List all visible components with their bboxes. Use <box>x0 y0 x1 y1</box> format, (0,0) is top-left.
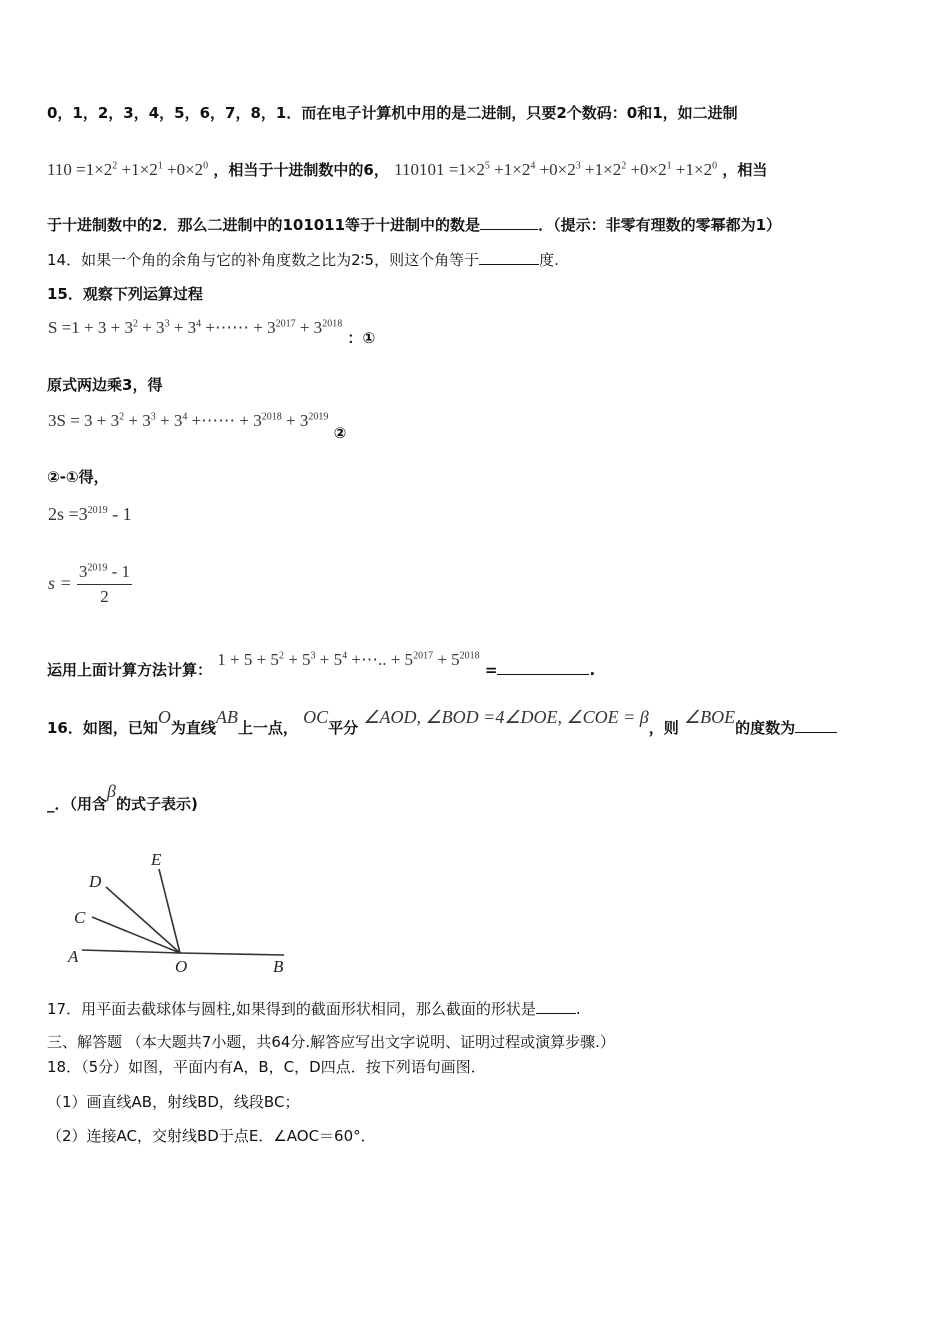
answer-blank <box>480 215 538 230</box>
label-c: C <box>74 908 86 927</box>
mark-1: ① <box>362 329 376 347</box>
ray-oc <box>92 917 180 953</box>
question13-ask: 于十进制数中的2．那么二进制中的101011等于十进制中的数是 ．（提示：非零有理数的零幂都为1） <box>47 216 782 234</box>
label-d: D <box>89 872 102 891</box>
multiply-line: 原式两边乘3，得 <box>47 376 163 394</box>
ray-oe <box>159 869 180 953</box>
label-e: E <box>151 850 162 869</box>
s-fraction-equation: s = $\frac{3^{2019} - 1}{2}$ <box>48 562 131 606</box>
question-16-cont: _．（用含β的式子表示) <box>47 781 198 813</box>
binary-example-line <box>47 160 767 180</box>
question-18-title: 18．（5分）如图，平面内有A，B，C，D四点．按下列语句画图． <box>47 1058 486 1076</box>
label-o: O <box>175 957 188 976</box>
apply-line: 运用上面计算方法计算： $1 + 5 + 5^2 + 5^3 + 5^4$ +⋯.. + $5^{2017} + 5^{2018}$ = . <box>47 650 596 679</box>
ray-oa <box>82 950 180 953</box>
answer-blank <box>497 660 589 675</box>
eq1-math: $110 =1\times 2^2 +1\times 2^1 +0\times 2^0$ <box>47 160 209 179</box>
fraction: $\frac{3^{2019} - 1}{2}$ <box>78 562 131 606</box>
question-17: 17．用平面去截球体与圆柱,如果得到的截面形状相同，那么截面的形状是 . <box>47 1000 581 1018</box>
question-18-step1: （1）画直线AB，射线BD，线段BC； <box>47 1093 300 1111</box>
intro-line: 0，1，2，3，4，5，6，7，8，1．而在电子计算机中用的是二进制，只要2个数码：0和1，如二进制 <box>47 104 738 122</box>
two-s-equation: $2s =3^{2019} - 1$ <box>48 504 132 524</box>
answer-blank <box>795 718 837 733</box>
ray-ob <box>180 953 284 955</box>
question-16: 16．如图，已知O为直线AB上一点， OC平分 ∠AOD, ∠BOD =4∠DOE, ∠COE = β，则 ∠BOE的度数为 <box>47 707 837 741</box>
ray-od <box>106 887 180 953</box>
answer-blank <box>479 250 539 265</box>
eq2-math: $110101 =1\times 2^5 +1\times 2^4 +0\times 2^3 +1\times 2^2 +0\times 2^1 +1\times 2^0$ <box>394 160 718 179</box>
eq1-explain: ，相当于十进制数中的6， <box>213 161 389 179</box>
question-18-step2: （2）连接AC，交射线BD于点E．∠AOC＝60°． <box>47 1127 376 1145</box>
question-15-title: 15．观察下列运算过程 <box>47 285 203 303</box>
question-14: 14．如果一个角的余角与它的补角度数之比为2∶5，则这个角等于 度. <box>47 251 559 269</box>
mark-2: ② <box>333 424 347 442</box>
difference-label: ②-①得， <box>47 468 109 486</box>
label-b: B <box>273 957 284 976</box>
sum-s-equation: $S =1 + 3 + 3^2 + 3^3 + 3^4$ +⋯⋯ + $3^{2017} + 3^{2018}$ ：① <box>48 318 376 347</box>
label-a: A <box>68 947 79 966</box>
sum-3s-equation: $3S = 3 + 3^2 + 3^3 + 3^4$ +⋯⋯ + $3^{2018} + 3^{2019}$ ② <box>48 411 347 442</box>
angle-figure <box>62 845 302 980</box>
eq2-explain: ，相当 <box>722 161 768 179</box>
answer-blank <box>536 999 576 1014</box>
section-3-heading: 三、解答题 （本大题共7小题，共64分.解答应写出文字说明、证明过程或演算步骤.） <box>47 1033 615 1051</box>
